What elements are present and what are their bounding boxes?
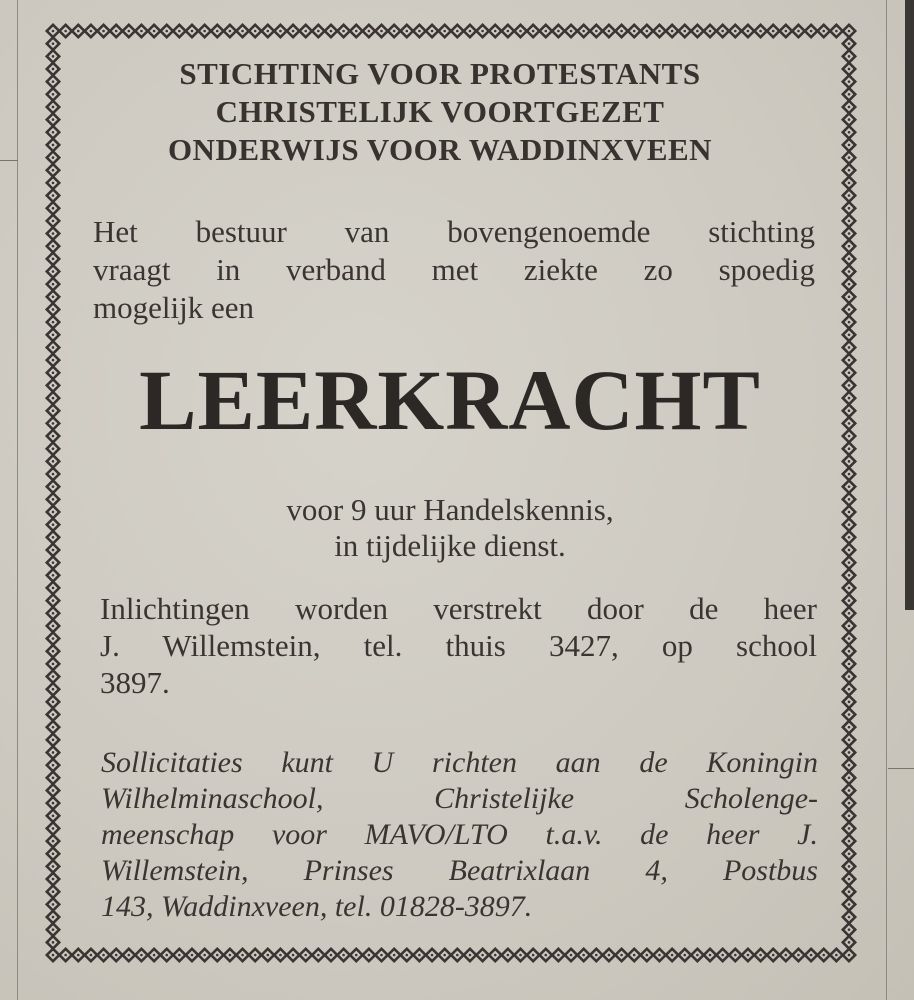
border-dot [52, 422, 55, 425]
border-dot [342, 30, 345, 33]
border-dot [848, 903, 851, 906]
intro-line: mogelijk een [93, 290, 254, 325]
border-dot [102, 954, 105, 957]
border-dot [658, 30, 661, 33]
border-dot [431, 30, 434, 33]
border-dot [140, 30, 143, 33]
border-dot [342, 954, 345, 957]
application-line: meenschap voor MAVO/LTO t.a.v. de heer J. [101, 818, 818, 851]
border-dot [52, 840, 55, 843]
border-dot [848, 384, 851, 387]
border-dot [418, 30, 421, 33]
border-dot [848, 511, 851, 514]
details-line: voor 9 uur Handelskennis, [286, 492, 614, 527]
border-dot [52, 359, 55, 362]
border-dot [393, 954, 396, 957]
border-dot [810, 30, 813, 33]
border-dot [52, 789, 55, 792]
border-dot [608, 30, 611, 33]
border-dot [52, 333, 55, 336]
border-dot [52, 814, 55, 817]
border-dot [671, 30, 674, 33]
border-dot [848, 688, 851, 691]
border-dot [810, 954, 813, 957]
border-dot [456, 954, 459, 957]
border-dot [52, 384, 55, 387]
border-dot [747, 954, 750, 957]
border-dot [52, 245, 55, 248]
border-dot [52, 890, 55, 893]
border-dot [848, 587, 851, 590]
border-dot [330, 30, 333, 33]
border-dot [797, 954, 800, 957]
border-dot [848, 840, 851, 843]
border-dot [848, 701, 851, 704]
border-dot [848, 523, 851, 526]
border-dot [330, 954, 333, 957]
border-dot [52, 852, 55, 855]
border-dot [848, 397, 851, 400]
border-dot [405, 30, 408, 33]
border-dot [848, 371, 851, 374]
border-dot [544, 30, 547, 33]
border-dot [658, 954, 661, 957]
border-dot [747, 30, 750, 33]
border-dot [848, 928, 851, 931]
border-dot [848, 270, 851, 273]
border-dot [52, 131, 55, 134]
border-dot [52, 903, 55, 906]
border-dot [115, 30, 118, 33]
border-dot [52, 701, 55, 704]
column-rule-tick [0, 160, 18, 161]
border-dot [848, 93, 851, 96]
border-dot [848, 789, 851, 792]
organization-header [70, 55, 810, 169]
border-dot [570, 954, 573, 957]
border-dot [52, 80, 55, 83]
border-dot [266, 954, 269, 957]
border-dot [848, 941, 851, 944]
border-dot [709, 30, 712, 33]
border-dot [848, 878, 851, 881]
border-dot [317, 954, 320, 957]
border-dot [52, 776, 55, 779]
border-dot [532, 954, 535, 957]
border-dot [178, 30, 181, 33]
border-dot [759, 954, 762, 957]
border-dot [77, 954, 80, 957]
info-line: J. Willemstein, tel. thuis 3427, op school [100, 628, 817, 663]
border-dot [696, 954, 699, 957]
header-line: STICHTING VOOR PROTESTANTS [179, 56, 701, 91]
border-dot [52, 447, 55, 450]
border-dot [620, 30, 623, 33]
border-dot [696, 30, 699, 33]
border-dot [52, 802, 55, 805]
border-dot [52, 435, 55, 438]
border-dot [683, 954, 686, 957]
border-dot [52, 30, 55, 33]
border-dot [595, 30, 598, 33]
application-line: Wilhelminaschool, Christelijke Scholenge- [101, 782, 818, 815]
border-dot [52, 587, 55, 590]
border-dot [52, 751, 55, 754]
border-dot [229, 30, 232, 33]
border-dot [443, 30, 446, 33]
intro-line: Het bestuur van bovengenoemde stichting [93, 214, 815, 249]
border-dot [848, 561, 851, 564]
border-dot [355, 954, 358, 957]
border-dot [519, 954, 522, 957]
border-dot [52, 498, 55, 501]
border-dot [52, 93, 55, 96]
border-dot [52, 182, 55, 185]
border-dot [848, 890, 851, 893]
border-dot [216, 30, 219, 33]
border-dot [52, 270, 55, 273]
border-dot [848, 549, 851, 552]
border-dot [772, 30, 775, 33]
border-dot [52, 194, 55, 197]
border-dot [848, 827, 851, 830]
border-dot [52, 561, 55, 564]
border-dot [646, 30, 649, 33]
border-dot [52, 460, 55, 463]
border-dot [456, 30, 459, 33]
border-dot [709, 954, 712, 957]
border-dot [153, 954, 156, 957]
border-dot [418, 954, 421, 957]
border-dot [52, 675, 55, 678]
border-dot [355, 30, 358, 33]
border-dot [848, 650, 851, 653]
border-dot [671, 954, 674, 957]
border-dot [646, 954, 649, 957]
border-dot [380, 954, 383, 957]
border-dot [52, 916, 55, 919]
border-dot [848, 485, 851, 488]
border-dot [52, 68, 55, 71]
border-dot [52, 663, 55, 666]
border-dot [570, 30, 573, 33]
border-dot [229, 954, 232, 957]
border-dot [52, 523, 55, 526]
border-dot [835, 954, 838, 957]
border-dot [52, 232, 55, 235]
border-dot [848, 599, 851, 602]
border-dot [848, 435, 851, 438]
border-dot [848, 169, 851, 172]
border-dot [52, 283, 55, 286]
border-dot [52, 637, 55, 640]
border-dot [203, 30, 206, 33]
border-dot [848, 144, 851, 147]
border-dot [115, 954, 118, 957]
border-dot [52, 599, 55, 602]
column-rule-tick-right [888, 768, 914, 769]
border-dot [848, 814, 851, 817]
border-dot [292, 30, 295, 33]
border-dot [279, 954, 282, 957]
border-dot [772, 954, 775, 957]
border-dot [52, 941, 55, 944]
border-dot [848, 296, 851, 299]
border-dot [52, 473, 55, 476]
border-dot [848, 258, 851, 261]
border-dot [759, 30, 762, 33]
details-line: in tijdelijke dienst. [334, 528, 566, 563]
border-dot [191, 954, 194, 957]
border-dot [721, 30, 724, 33]
intro-paragraph [93, 213, 815, 327]
border-dot [595, 954, 598, 957]
border-dot [608, 954, 611, 957]
border-dot [52, 536, 55, 539]
border-dot [203, 954, 206, 957]
intro-line: vraagt in verband met ziekte zo spoedig [93, 252, 815, 287]
border-dot [848, 663, 851, 666]
border-dot [317, 30, 320, 33]
border-dot [734, 30, 737, 33]
border-dot [848, 852, 851, 855]
border-dot [52, 625, 55, 628]
border-dot [52, 258, 55, 261]
border-dot [52, 169, 55, 172]
application-line: Willemstein, Prinses Beatrixlaan 4, Postbus [101, 854, 818, 887]
border-dot [64, 954, 67, 957]
border-dot [848, 308, 851, 311]
border-dot [52, 878, 55, 881]
border-dot [52, 739, 55, 742]
border-dot [494, 30, 497, 33]
border-dot [848, 954, 851, 957]
border-dot [266, 30, 269, 33]
border-dot [102, 30, 105, 33]
border-dot [848, 283, 851, 286]
border-dot [848, 776, 851, 779]
border-dot [52, 928, 55, 931]
border-dot [52, 865, 55, 868]
border-dot [178, 954, 181, 957]
border-dot [848, 916, 851, 919]
border-dot [633, 954, 636, 957]
border-dot [216, 954, 219, 957]
application-line: Sollicitaties kunt U richten aan de Koningin [101, 746, 818, 779]
border-dot [848, 68, 851, 71]
application-line: 143, Waddinxveen, tel. 01828-3897. [101, 890, 533, 923]
border-dot [254, 30, 257, 33]
information-paragraph [100, 590, 817, 701]
column-rule-left [17, 0, 18, 1000]
border-dot [721, 954, 724, 957]
border-dot [848, 865, 851, 868]
border-dot [140, 954, 143, 957]
header-line: CHRISTELIJK VOORTGEZET [215, 94, 665, 129]
border-dot [848, 333, 851, 336]
border-dot [848, 321, 851, 324]
border-dot [52, 409, 55, 412]
border-dot [848, 346, 851, 349]
adjacent-column-edge [905, 0, 914, 610]
border-dot [507, 954, 510, 957]
border-dot [405, 954, 408, 957]
border-dot [848, 55, 851, 58]
border-dot [77, 30, 80, 33]
border-dot [443, 954, 446, 957]
border-dot [52, 144, 55, 147]
border-dot [52, 485, 55, 488]
border-dot [52, 321, 55, 324]
border-dot [469, 30, 472, 33]
border-dot [52, 764, 55, 767]
border-dot [848, 612, 851, 615]
border-dot [165, 954, 168, 957]
border-dot [848, 713, 851, 716]
border-dot [848, 764, 851, 767]
border-dot [304, 954, 307, 957]
border-dot [848, 80, 851, 83]
border-dot [848, 409, 851, 412]
border-dot [848, 675, 851, 678]
border-dot [481, 30, 484, 33]
border-dot [848, 473, 851, 476]
column-rule-right [886, 0, 887, 1000]
border-dot [64, 30, 67, 33]
border-dot [683, 30, 686, 33]
border-dot [52, 42, 55, 45]
border-dot [52, 397, 55, 400]
border-dot [494, 954, 497, 957]
border-dot [848, 625, 851, 628]
border-dot [848, 220, 851, 223]
border-dot [191, 30, 194, 33]
border-dot [848, 106, 851, 109]
border-dot [52, 650, 55, 653]
border-dot [848, 751, 851, 754]
border-dot [633, 30, 636, 33]
border-dot [582, 954, 585, 957]
border-dot [848, 194, 851, 197]
border-dot [254, 954, 257, 957]
border-dot [368, 954, 371, 957]
border-dot [52, 346, 55, 349]
border-dot [52, 207, 55, 210]
border-dot [848, 30, 851, 33]
border-dot [52, 726, 55, 729]
border-dot [519, 30, 522, 33]
border-dot [52, 574, 55, 577]
border-dot [90, 954, 93, 957]
border-dot [52, 156, 55, 159]
border-dot [557, 954, 560, 957]
border-dot [279, 30, 282, 33]
border-dot [52, 220, 55, 223]
border-dot [52, 549, 55, 552]
info-line: 3897. [100, 665, 170, 700]
border-dot [785, 30, 788, 33]
info-line: Inlichtingen worden verstrekt door de heer [100, 591, 817, 626]
border-dot [620, 954, 623, 957]
border-dot [368, 30, 371, 33]
border-dot [785, 954, 788, 957]
border-dot [848, 726, 851, 729]
border-dot [393, 30, 396, 33]
border-dot [848, 422, 851, 425]
border-dot [848, 207, 851, 210]
border-dot [848, 802, 851, 805]
border-dot [128, 954, 131, 957]
border-dot [822, 954, 825, 957]
border-dot [848, 42, 851, 45]
border-dot [835, 30, 838, 33]
border-dot [848, 637, 851, 640]
border-dot [848, 739, 851, 742]
border-dot [848, 118, 851, 121]
border-dot [52, 118, 55, 121]
border-dot [848, 182, 851, 185]
border-dot [304, 30, 307, 33]
border-dot [52, 954, 55, 957]
border-dot [848, 498, 851, 501]
border-dot [431, 954, 434, 957]
position-details [90, 492, 810, 564]
border-dot [734, 954, 737, 957]
border-dot [848, 359, 851, 362]
border-dot [153, 30, 156, 33]
border-dot [52, 296, 55, 299]
job-title-headline: LEERKRACHT [139, 352, 761, 448]
border-dot [544, 954, 547, 957]
border-dot [557, 30, 560, 33]
header-line: ONDERWIJS VOOR WADDINXVEEN [167, 132, 713, 167]
border-dot [481, 954, 484, 957]
border-dot [52, 688, 55, 691]
border-dot [52, 106, 55, 109]
border-dot [90, 30, 93, 33]
border-dot [128, 30, 131, 33]
border-dot [52, 713, 55, 716]
border-dot [848, 131, 851, 134]
border-dot [848, 245, 851, 248]
border-dot [848, 447, 851, 450]
border-dot [52, 511, 55, 514]
border-dot [52, 55, 55, 58]
border-dot [241, 954, 244, 957]
border-dot [848, 460, 851, 463]
border-dot [848, 574, 851, 577]
border-dot [52, 612, 55, 615]
border-dot [241, 30, 244, 33]
border-dot [380, 30, 383, 33]
application-paragraph [101, 745, 818, 925]
border-dot [52, 371, 55, 374]
border-dot [848, 232, 851, 235]
border-dot [797, 30, 800, 33]
border-dot [165, 30, 168, 33]
border-dot [292, 954, 295, 957]
border-dot [582, 30, 585, 33]
border-dot [507, 30, 510, 33]
border-dot [469, 954, 472, 957]
border-dot [848, 156, 851, 159]
border-dot [822, 30, 825, 33]
border-dot [532, 30, 535, 33]
border-dot [52, 827, 55, 830]
border-dot [848, 536, 851, 539]
border-dot [52, 308, 55, 311]
